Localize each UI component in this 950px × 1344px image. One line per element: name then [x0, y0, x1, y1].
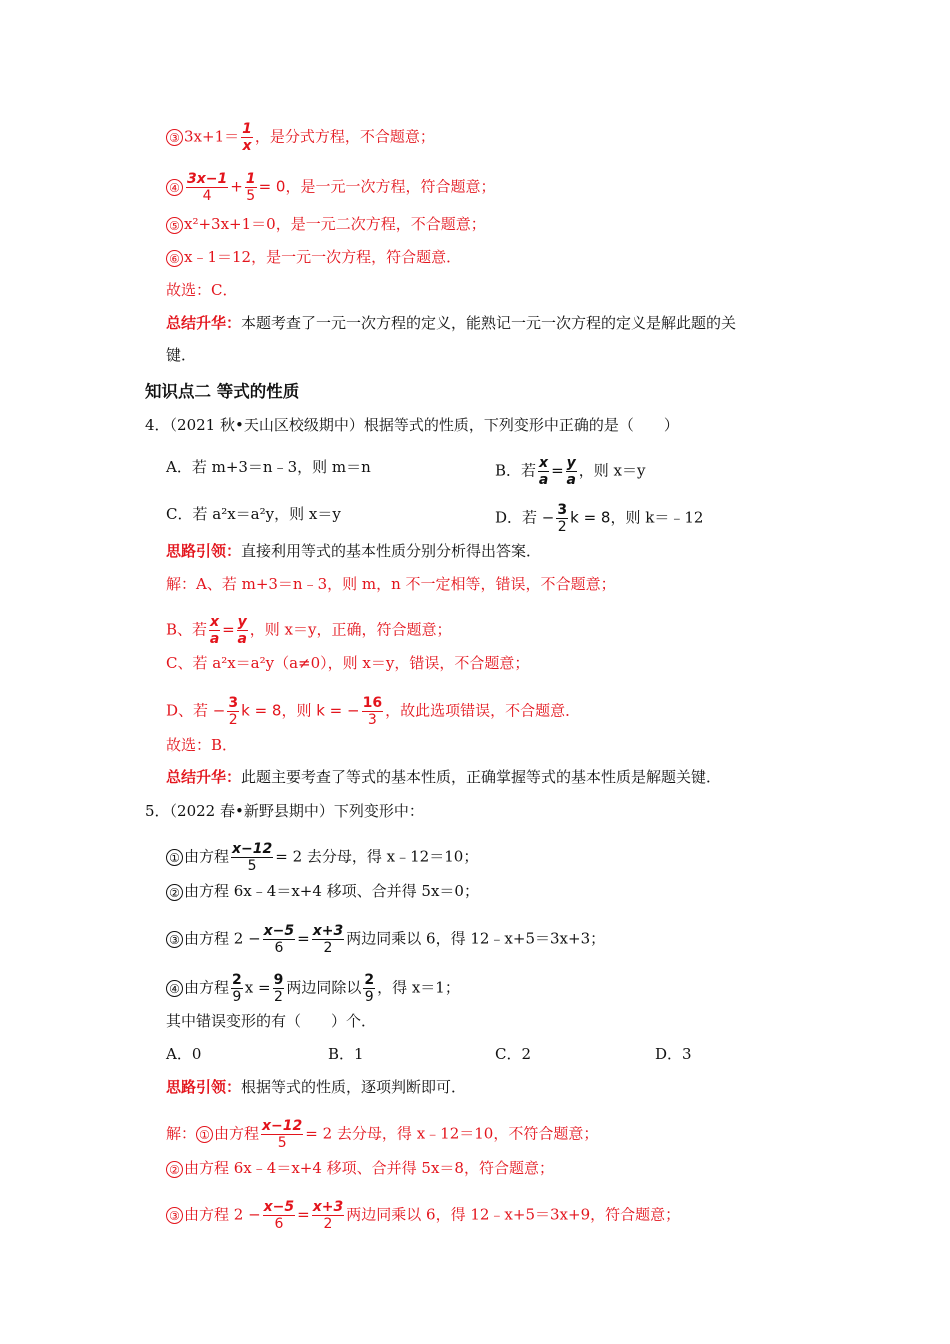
fraction: $\frac{16}{3}$ [362, 695, 383, 728]
fraction: $\frac{3}{2}$ [228, 695, 239, 728]
circled-number: ③ [166, 931, 183, 948]
q5-option-a: A．0 [166, 1045, 202, 1063]
fraction: $\frac{9}{2}$ [273, 972, 284, 1005]
circled-number: ③ [166, 129, 183, 146]
q4-answer: 故选：B． [166, 736, 238, 754]
fraction: $\frac{x+3}{2}$ [312, 1199, 344, 1232]
q3-summary: 总结升华：本题考查了一元一次方程的定义，能熟记一元一次方程的定义是解此题的关 [166, 314, 737, 332]
fraction: $\frac{2}{9}$ [232, 972, 242, 1005]
fraction: $\frac{3x-1}{4}$ [187, 171, 228, 204]
fraction: $\frac{1}{5}$ [245, 171, 256, 204]
fraction: $\frac{y}{a}$ [566, 455, 576, 488]
q4-option-a: A．若 m+3＝n﹣3，则 m＝n [166, 458, 371, 476]
q5-solution-1: 解： ① 由方程 $\frac{x-12}{5}$ = 2 去分母，得 x﹣12＝10，不符合题意； [166, 1118, 599, 1151]
q5-solution-3: ③ 由方程 2 − $\frac{x-5}{6}$ = $\frac{x+3}{2}$ 两边同乘以 6，得 12﹣x+5＝3x+9，符合题意； [166, 1200, 680, 1231]
q4-summary: 总结升华：此题主要考查了等式的基本性质，正确掌握等式的基本性质是解题关键． [166, 768, 722, 786]
q4-solution-d: D、若 − $\frac{3}{2}$ k = 8，则 k = − $\frac{16}{3}$ ，故此选项错误，不合题意． [166, 695, 581, 728]
q5-stem: 5．（2022 春•新野县期中）下列变形中： [145, 802, 424, 820]
circled-number: ② [166, 1161, 183, 1178]
q5-option-d: D．3 [655, 1045, 692, 1063]
q4-solution-a: 解：A、若 m+3＝n﹣3，则 m，n 不一定相等，错误，不合题意； [166, 575, 616, 593]
q5-item-3: ③ 由方程 2 − $\frac{x-5}{6}$ = $\frac{x+3}{2}$ 两边同乘以 6，得 12﹣x+5＝3x+3； [166, 924, 605, 955]
circled-number: ③ [166, 1207, 183, 1224]
q5-option-c: C．2 [495, 1045, 532, 1063]
q5-item-2: ② 由方程 6x﹣4＝x+4 移项、合并得 5x＝0； [166, 880, 479, 902]
q3-item-5: ⑤ x²+3x+1＝0，是一元二次方程，不合题意； [166, 213, 486, 235]
fraction: $\frac{x-12}{5}$ [262, 1118, 303, 1151]
fraction: $\frac{y}{a}$ [237, 614, 247, 647]
q5-hint: 思路引领：根据等式的性质，逐项判断即可． [166, 1078, 467, 1096]
q5-question: 其中错误变形的有（ ）个． [166, 1012, 377, 1030]
fraction: $\frac{2}{9}$ [364, 972, 375, 1005]
fraction: $\frac{x+3}{2}$ [312, 923, 344, 956]
q4-stem: 4．（2021 秋•天山区校级期中）根据等式的性质，下列变形中正确的是（ ） [145, 416, 679, 434]
q4-solution-b: B、若 $\frac{x}{a}$ = $\frac{y}{a}$ ，则 x＝y，正确，符合题意； [166, 614, 452, 647]
q4-solution-c: C、若 a²x＝a²y（a≠0），则 x＝y，错误，不合题意； [166, 654, 530, 672]
fraction: $\frac{3}{2}$ [557, 502, 568, 535]
circled-number: ⑤ [166, 217, 183, 234]
section-title: 知识点二 等式的性质 [145, 382, 300, 401]
q4-option-d: D．若 − $\frac{3}{2}$ k = 8，则 k＝﹣12 [495, 502, 704, 535]
circled-number: ① [166, 849, 183, 866]
fraction: $\frac{x-12}{5}$ [232, 841, 273, 874]
q3-item-6: ⑥ x﹣1＝12，是一元一次方程，符合题意． [166, 246, 461, 268]
fraction: $\frac{x-5}{6}$ [263, 923, 295, 956]
fraction: $\frac{x-5}{6}$ [263, 1199, 295, 1232]
fraction: $\frac{x}{a}$ [209, 614, 220, 647]
fraction: $\frac{1}{x}$ [242, 121, 252, 154]
q5-item-1: ① 由方程 $\frac{x-12}{5}$ = 2 去分母，得 x﹣12＝10； [166, 842, 478, 873]
q5-item-4: ④ 由方程 $\frac{2}{9}$ x = $\frac{9}{2}$ 两边同除以 $\frac{2}{9}$ ，得 x＝1； [166, 973, 460, 1004]
q4-option-c: C．若 a²x＝a²y，则 x＝y [166, 505, 341, 523]
q5-option-b: B．1 [328, 1045, 364, 1063]
q4-option-b: B．若 $\frac{x}{a}$ = $\frac{y}{a}$ ，则 x＝y [495, 455, 646, 488]
q5-solution-2: ② 由方程 6x﹣4＝x+4 移项、合并得 5x＝8，符合题意； [166, 1157, 554, 1179]
q4-hint: 思路引领：直接利用等式的基本性质分别分析得出答案． [166, 542, 542, 560]
circled-number: ④ [166, 980, 183, 997]
q3-item-4: ④ $\frac{3x-1}{4}$ + $\frac{1}{5}$ = 0，是一元一次方程，符合题意； [166, 172, 495, 203]
q3-summary-cont: 键． [166, 346, 197, 364]
circled-number: ④ [166, 179, 183, 196]
circled-number: ② [166, 884, 183, 901]
q3-answer: 故选：C． [166, 281, 238, 299]
fraction: $\frac{x}{a}$ [538, 455, 549, 488]
q3-item-3: ③ 3x+1＝ $\frac{1}{x}$ ，是分式方程，不合题意； [166, 122, 435, 153]
circled-number: ⑥ [166, 250, 183, 267]
circled-number: ① [196, 1126, 213, 1143]
